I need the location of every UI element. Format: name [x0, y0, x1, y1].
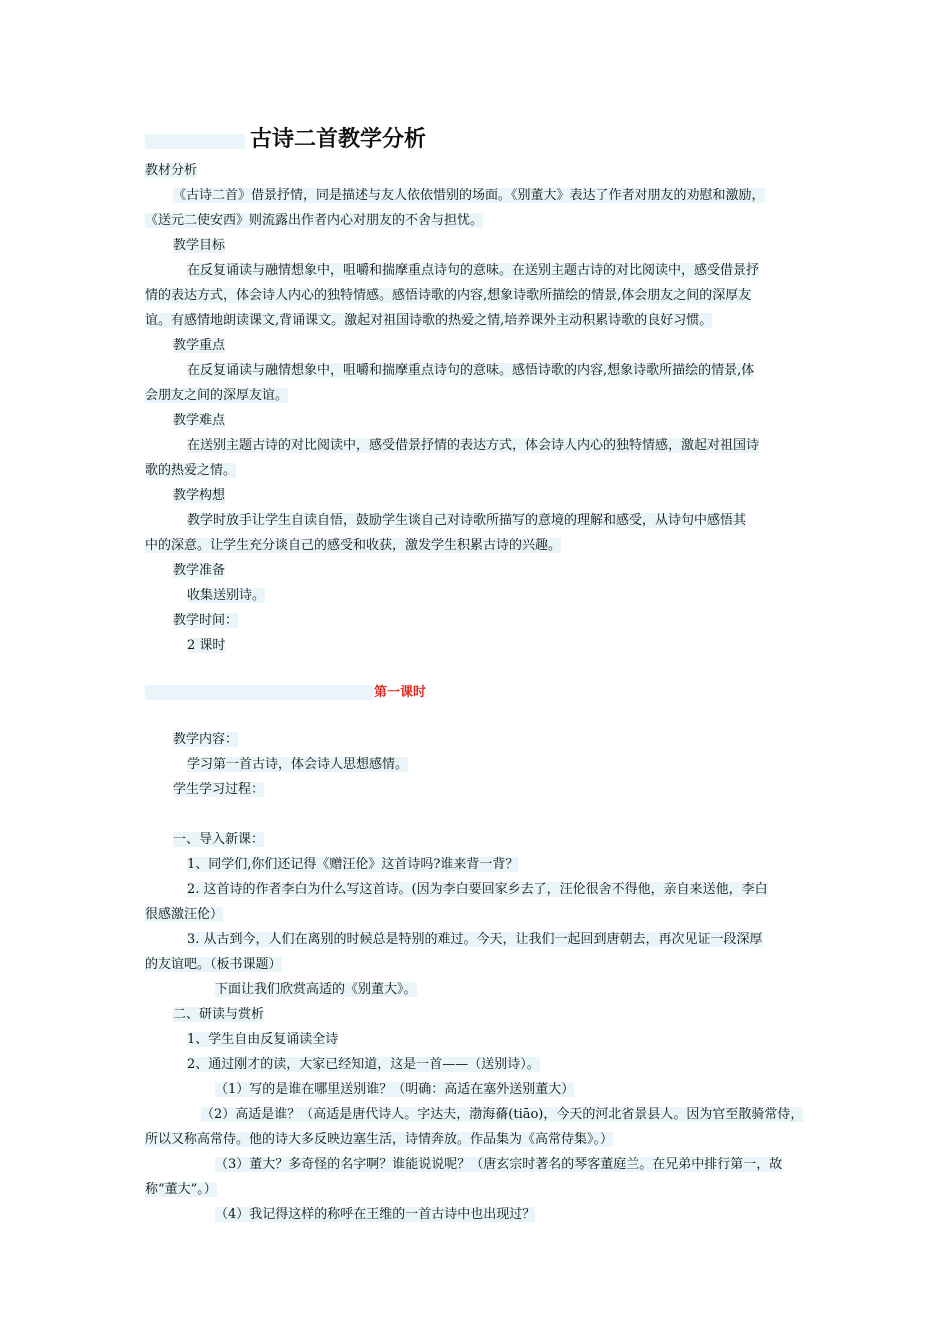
- list-item: 3. 从古到今，人们在离别的时候总是特别的难过。今天，让我们一起回到唐朝去，再次见证一段深厚: [187, 932, 763, 947]
- lesson-title-row: [145, 680, 810, 705]
- paragraph-line: 在反复诵读与融情想象中，咀嚼和揣摩重点诗句的意味。在送别主题古诗的对比阅读中，感受借景抒: [187, 263, 760, 278]
- title-row: [145, 122, 810, 158]
- list-item: 2、通过刚才的读，大家已经知道，这是一首——（送别诗）。: [187, 1057, 540, 1072]
- list-item: 1、学生自由反复诵读全诗: [187, 1032, 339, 1047]
- paragraph-line: 学习第一首古诗，体会诗人思想感情。: [187, 757, 409, 772]
- section-heading-preparation: 教学准备: [173, 563, 226, 578]
- document-title: 古诗二首教学分析: [250, 126, 427, 152]
- paragraph-line: 教学时放手让学生自读自悟，鼓励学生谈自己对诗歌所描写的意境的理解和感受，从诗句中感悟其: [187, 513, 747, 528]
- list-item: 2. 这首诗的作者李白为什么写这首诗。(因为李白要回家乡去了，汪伦很舍不得他，亲自来送他，李白: [187, 882, 768, 897]
- paragraph-line: 歌的热爱之情。: [145, 463, 237, 478]
- paragraph-line: 收集送别诗。: [187, 588, 266, 603]
- paragraph-line: 所以又称高常侍。他的诗大多反映边塞生活，诗情奔放。作品集为《高常侍集》。）: [145, 1132, 614, 1147]
- step-heading-intro: 一、导入新课：: [173, 832, 265, 847]
- blank-line: [145, 802, 810, 827]
- paragraph-line: 很感激汪伦）: [145, 907, 224, 922]
- paragraph-line: 的友谊吧。（板书课题）: [145, 957, 282, 972]
- section-heading-material: 教材分析: [145, 163, 198, 178]
- section-heading-difficulties: 教学难点: [173, 413, 226, 428]
- section-heading-content: 教学内容：: [173, 732, 239, 747]
- section-heading-key-points: 教学重点: [173, 338, 226, 353]
- question-item: （3）董大？多奇怪的名字啊？谁能说说呢？（唐玄宗时著名的琴客董庭兰。在兄弟中排行第一，故: [215, 1157, 783, 1172]
- title-highlight-bar: [145, 134, 245, 149]
- section-heading-goals: 教学目标: [173, 238, 226, 253]
- section-heading-time: 教学时间：: [173, 613, 239, 628]
- paragraph-line: 称“董大”。）: [145, 1182, 217, 1197]
- paragraph-line: 《古诗二首》借景抒情，同是描述与友人依依惜别的场面。《别董大》表达了作者对朋友的劝慰和激励，: [173, 188, 765, 203]
- section-heading-process: 学生学习过程：: [173, 782, 265, 797]
- paragraph-line: 会朋友之间的深厚友谊。: [145, 388, 289, 403]
- lesson-title-highlight-bar: [145, 685, 373, 700]
- paragraph-line: 在反复诵读与融情想象中，咀嚼和揣摩重点诗句的意味。感悟诗歌的内容,想象诗歌所描绘的情景,体: [187, 363, 755, 378]
- question-item: （1）写的是谁在哪里送别谁？（明确：高适在塞外送别董大）: [215, 1082, 575, 1097]
- list-item: 1、同学们,你们还记得《赠汪伦》这首诗吗?谁来背一背？: [187, 857, 519, 872]
- paragraph-line: 情的表达方式，体会诗人内心的独特情感。感悟诗歌的内容,想象诗歌所描绘的情景,体会朋友之间的深厚友: [145, 288, 752, 303]
- paragraph-line: 中的深意。让学生充分谈自己的感受和收获，激发学生积累古诗的兴趣。: [145, 538, 562, 553]
- lesson-title: 第一课时: [374, 685, 427, 700]
- question-item: （4）我记得这样的称呼在王维的一首古诗中也出现过？: [215, 1207, 536, 1222]
- step-heading-study: 二、研读与赏析: [173, 1007, 265, 1022]
- paragraph-line: 2 课时: [187, 638, 226, 653]
- paragraph-line: 在送别主题古诗的对比阅读中，感受借景抒情的表达方式，体会诗人内心的独特情感，激起对祖国诗: [187, 438, 760, 453]
- paragraph-line: 谊。有感情地朗读课文,背诵课文。激起对祖国诗歌的热爱之情,培养课外主动积累诗歌的良好习惯。: [145, 313, 713, 328]
- paragraph-line: 《送元二使安西》则流露出作者内心对朋友的不舍与担忧。: [145, 213, 484, 228]
- document-body: [145, 122, 810, 1227]
- question-item: （2）高适是谁？（高适是唐代诗人。字达夫，渤海蓨(tiāo)，今天的河北省景县人。因为官至散骑常侍，: [201, 1107, 804, 1122]
- section-heading-concept: 教学构想: [173, 488, 226, 503]
- paragraph-line: 下面让我们欣赏高适的《别董大》。: [215, 982, 417, 997]
